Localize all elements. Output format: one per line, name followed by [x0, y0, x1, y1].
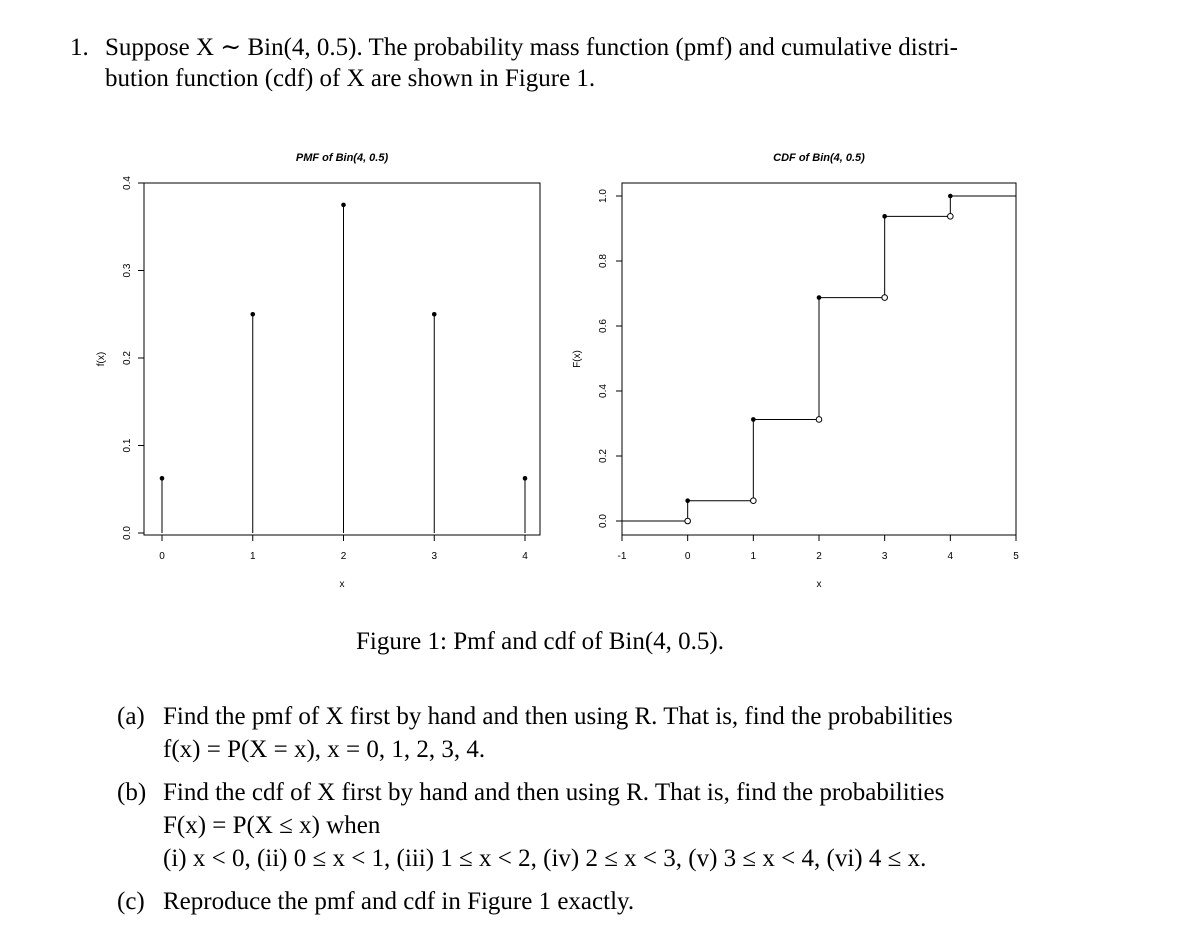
- cdf-plot: [572, 152, 1019, 590]
- cdf-x-tick-label: -1: [617, 551, 627, 562]
- pmf-y-tick-label: 0.2: [122, 351, 133, 365]
- cdf-y-tick-label: 1.0: [598, 189, 609, 203]
- cdf-x-tick-label: 2: [816, 551, 822, 562]
- cdf-marks: [622, 194, 1016, 524]
- cdf-x-axis: [618, 535, 1020, 562]
- cdf-y-tick-label: 0.8: [598, 254, 609, 268]
- problem-line-1: Suppose X ∼ Bin(4, 0.5). The probability mass function (pmf) and cumulative distri-: [105, 34, 958, 61]
- cdf-xlabel: x: [816, 579, 822, 590]
- cdf-x-tick-label: 1: [750, 551, 757, 562]
- pmf-x-tick-label: 4: [522, 551, 528, 562]
- figure-caption: Figure 1: Pmf and cdf of Bin(4, 0.5).: [356, 628, 725, 655]
- pmf-plot: [96, 152, 540, 590]
- cdf-open-point: [751, 498, 757, 504]
- pmf-y-tick-label: 0.4: [122, 176, 133, 190]
- part-b-line-1: Find the cdf of X first by hand and then using R. That is, find the probabilities: [163, 779, 945, 806]
- cdf-title: CDF of Bin(4, 0.5): [773, 152, 865, 164]
- pmf-point: [432, 312, 437, 317]
- cdf-x-tick-label: 4: [947, 551, 954, 562]
- cdf-y-tick-label: 0.0: [598, 514, 609, 528]
- cdf-y-tick-label: 0.2: [598, 449, 609, 463]
- pmf-y-tick-label: 0.1: [122, 438, 133, 453]
- part-b-line-3: (i) x < 0, (ii) 0 ≤ x < 1, (iii) 1 ≤ x < 2, (iv) 2 ≤ x < 3, (v) 3 ≤ x < 4, (vi) 4 ≤ x.: [163, 845, 927, 872]
- pmf-x-axis: [159, 535, 528, 562]
- cdf-x-tick-label: 3: [881, 551, 888, 562]
- pmf-y-axis: [122, 176, 144, 540]
- cdf-open-point: [685, 518, 691, 524]
- cdf-closed-point: [685, 498, 690, 503]
- pmf-marks: [160, 203, 528, 533]
- part-c-label: (c): [117, 888, 145, 915]
- cdf-y-tick-label: 0.6: [598, 319, 609, 333]
- pmf-title: PMF of Bin(4, 0.5): [295, 152, 389, 164]
- cdf-ylabel: F(x): [572, 350, 583, 368]
- cdf-open-point: [948, 214, 954, 220]
- pmf-y-tick-label: 0.3: [122, 263, 133, 278]
- cdf-closed-point: [948, 194, 953, 199]
- pmf-x-tick-label: 3: [431, 551, 438, 562]
- pmf-x-tick-label: 0: [159, 551, 165, 562]
- part-a-line-2: f(x) = P(X = x), x = 0, 1, 2, 3, 4.: [163, 736, 486, 763]
- pmf-point: [160, 476, 165, 481]
- part-a-label: (a): [117, 703, 145, 730]
- pmf-xlabel: x: [339, 579, 345, 590]
- pmf-x-tick-label: 2: [340, 551, 347, 562]
- pmf-y-tick-label: 0.0: [122, 526, 133, 540]
- cdf-closed-point: [751, 417, 756, 422]
- part-a-line-1: Find the pmf of X first by hand and then using R. That is, find the probabilities: [163, 703, 953, 730]
- cdf-x-tick-label: 0: [684, 551, 691, 562]
- cdf-y-axis: [598, 189, 622, 528]
- cdf-x-tick-label: 5: [1013, 551, 1019, 562]
- part-b-label: (b): [117, 779, 147, 806]
- pmf-point: [341, 203, 346, 208]
- cdf-closed-point: [882, 214, 887, 219]
- pmf-point: [523, 476, 528, 481]
- pmf-point: [250, 312, 255, 317]
- pmf-x-tick-label: 1: [249, 551, 256, 562]
- part-c-line-1: Reproduce the pmf and cdf in Figure 1 exactly.: [163, 888, 635, 915]
- pmf-plot-frame: [144, 183, 540, 535]
- cdf-y-tick-label: 0.4: [598, 384, 609, 398]
- cdf-open-point: [816, 417, 822, 423]
- problem-line-2: bution function (cdf) of X are shown in Figure 1.: [105, 65, 596, 92]
- problem-number: 1.: [70, 34, 89, 61]
- pmf-ylabel: f(x): [96, 351, 107, 367]
- cdf-closed-point: [817, 295, 822, 300]
- cdf-open-point: [882, 295, 888, 301]
- part-b-line-2: F(x) = P(X ≤ x) when: [163, 812, 381, 839]
